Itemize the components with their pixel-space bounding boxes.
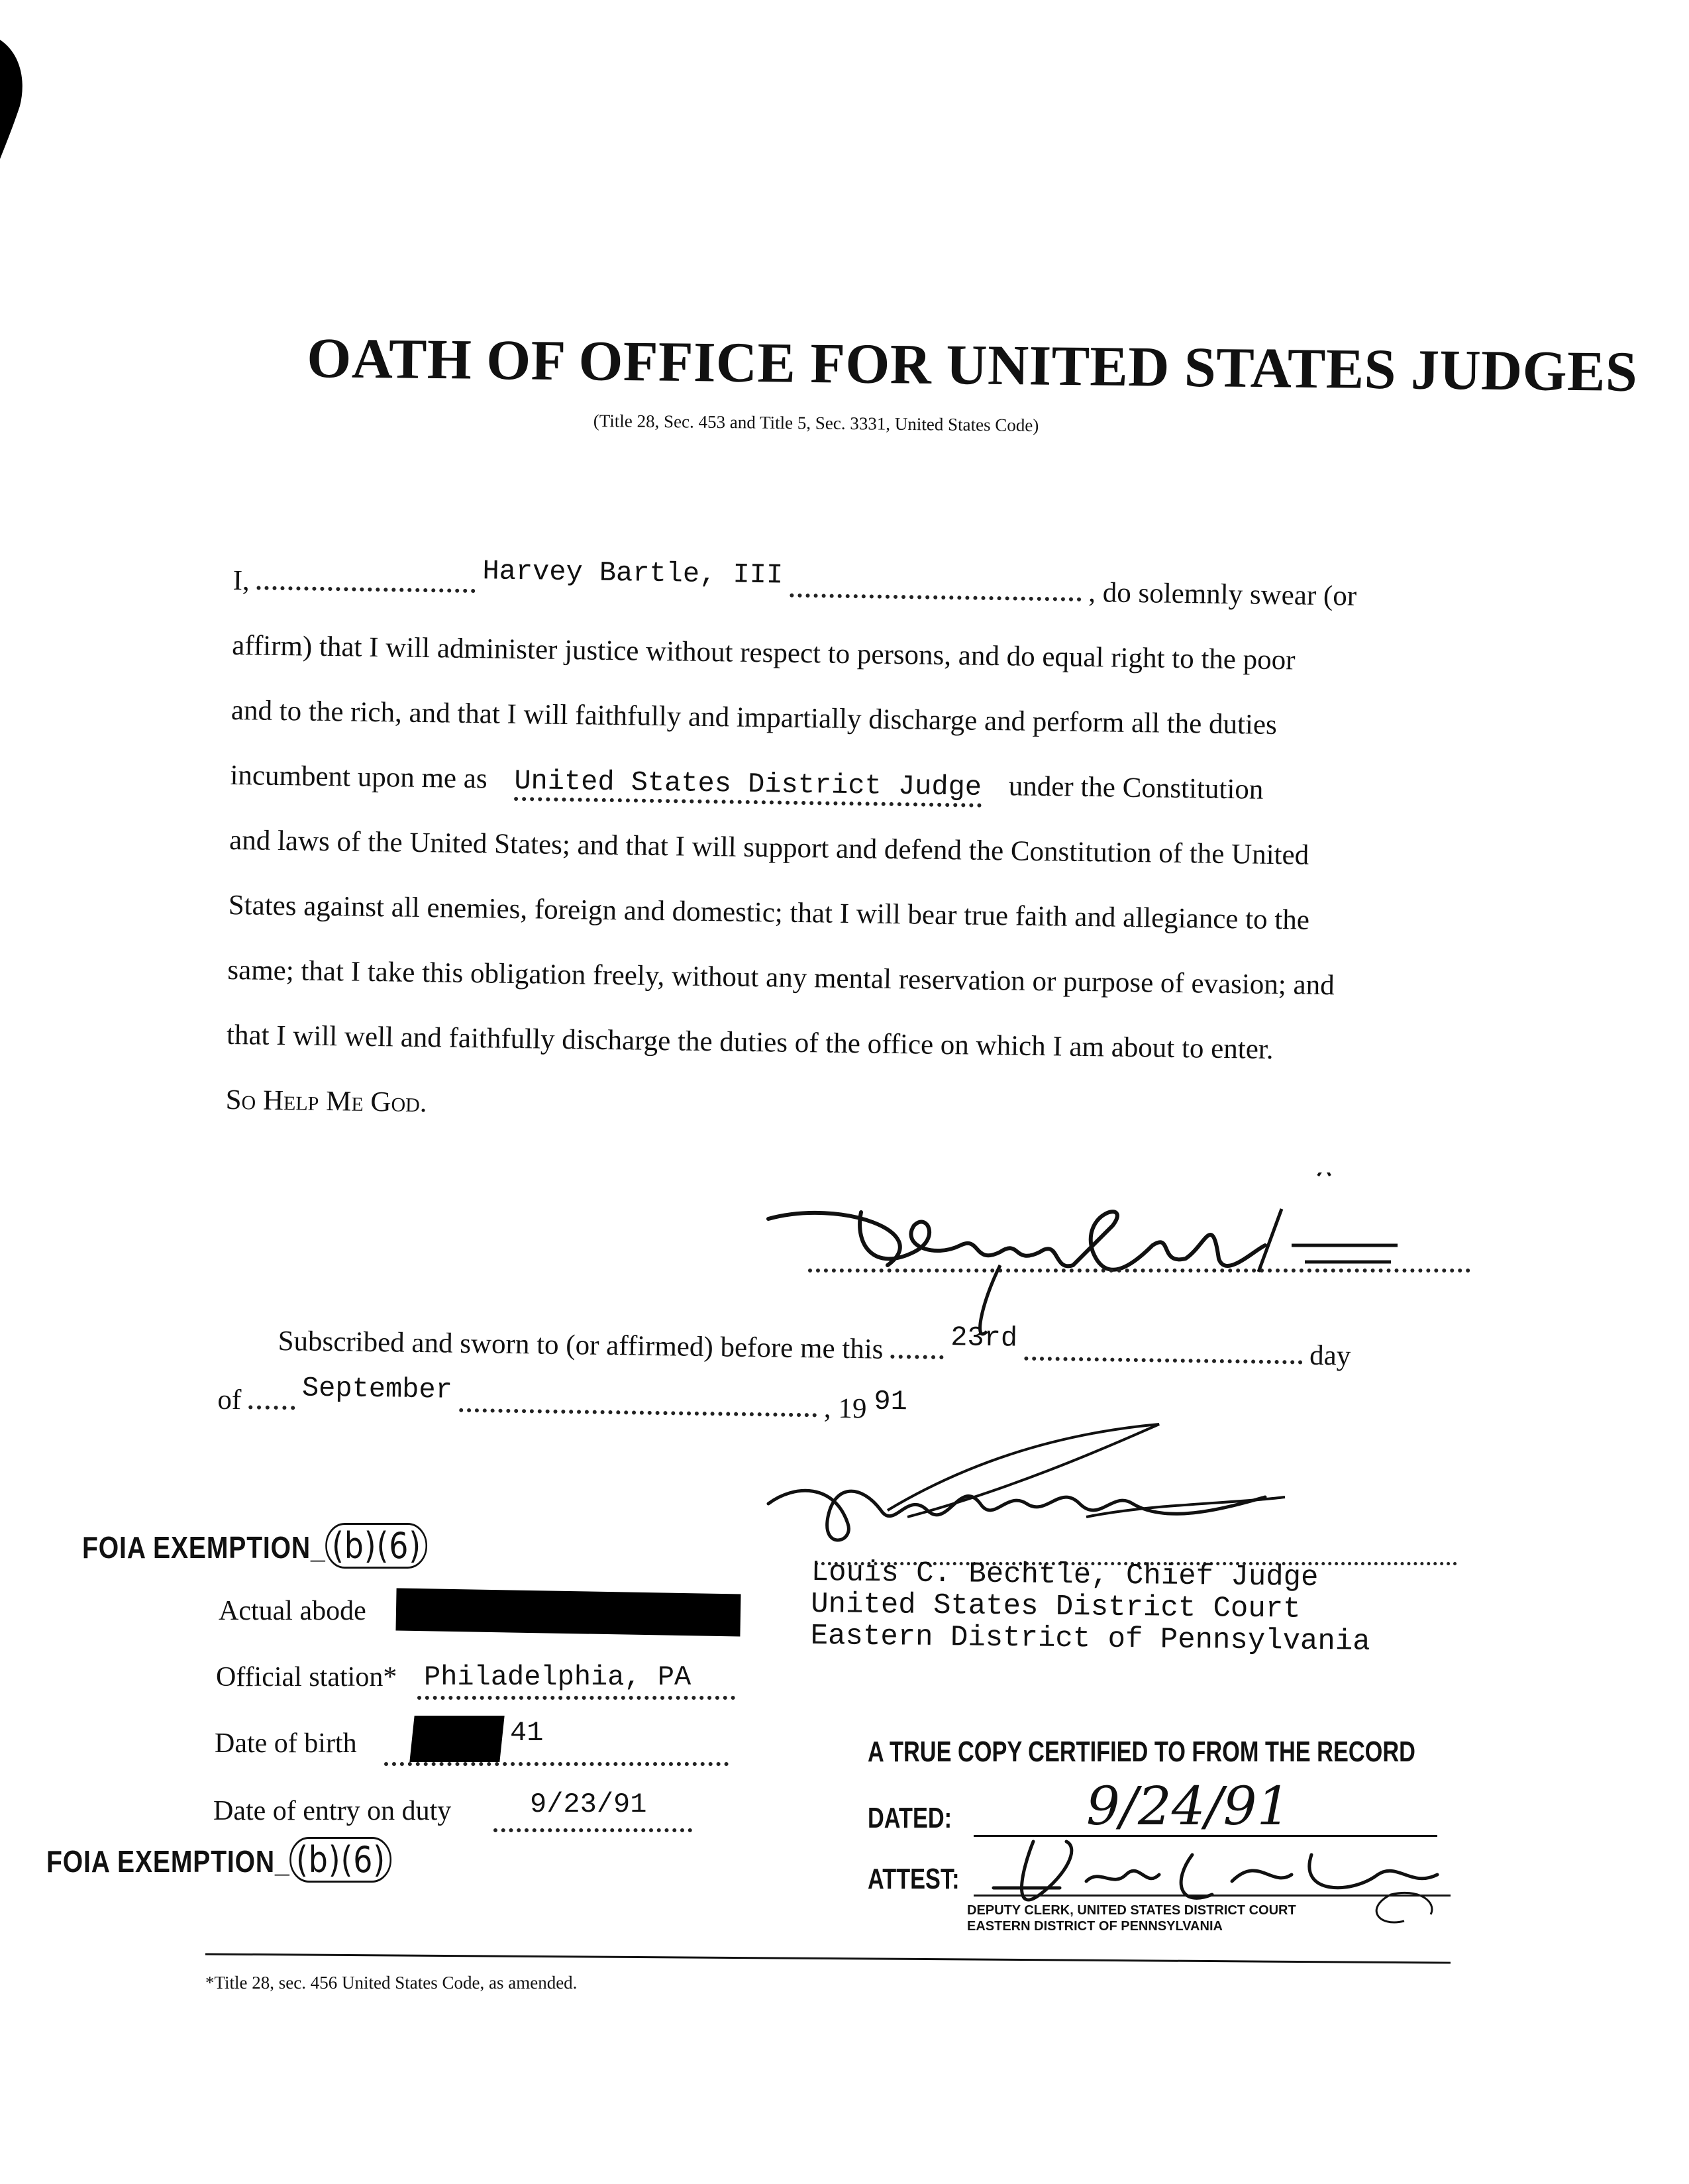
official-block xyxy=(810,1557,1370,1658)
entry-label: Date of entry on duty xyxy=(213,1796,452,1826)
sworn-year: 91 xyxy=(874,1385,908,1418)
oath-line-5: and laws of the United States; and that I will support and defend the Constitution of the United xyxy=(229,824,1309,871)
dated-label: DATED: xyxy=(868,1802,952,1834)
official-court: United States District Court xyxy=(810,1587,1301,1626)
judge-name: Harvey Bartle, III xyxy=(482,555,784,592)
foia-exemption-1: FOIA EXEMPTION_ (b)(6) xyxy=(82,1525,427,1567)
deputy-clerk-caption: DEPUTY CLERK, UNITED STATES DISTRICT COURT EASTERN DISTRICT OF PENNSYLVANIA xyxy=(967,1903,1296,1934)
foia-code-1: (b)(6) xyxy=(326,1523,428,1569)
station-label: Official station* xyxy=(216,1662,397,1692)
sworn-block: Subscribed and sworn to (or affirmed) before me this 23rd day of September , 19 91 xyxy=(217,1322,1351,1425)
official-name: Louis C. Bechtle, Chief Judge xyxy=(811,1556,1319,1595)
document-title: OATH OF OFFICE FOR UNITED STATES JUDGES xyxy=(306,325,1638,404)
dated-value: 9/24/91 xyxy=(1086,1775,1291,1837)
official-district: Eastern District of Pennsylvania xyxy=(810,1619,1370,1659)
abode-label: Actual abode xyxy=(219,1596,366,1626)
oath-line-6: States against all enemies, foreign and domestic; that I will bear true faith and allegiance to the xyxy=(228,889,1310,936)
oath-line-4: incumbent upon me as United States District Judge under the Constitution xyxy=(230,759,1489,842)
dob-label: Date of birth xyxy=(215,1728,357,1759)
sworn-month: September xyxy=(301,1372,453,1406)
dob-value: 41 xyxy=(510,1717,544,1749)
footnote: *Title 28, sec. 456 United States Code, as amended. xyxy=(205,1973,578,1993)
foia-exemption-2: FOIA EXEMPTION_ (b)(6) xyxy=(46,1839,391,1881)
sworn-day: 23rd xyxy=(950,1322,1018,1355)
entry-value: 9/23/91 xyxy=(530,1789,647,1820)
position-title: United States District Judge xyxy=(514,765,982,807)
signature-line xyxy=(808,1269,1470,1273)
document-subtitle: (Title 28, Sec. 453 and Title 5, Sec. 3331, United States Code) xyxy=(593,411,1039,436)
oath-closing: So Help Me God. xyxy=(225,1084,427,1119)
attest-label: ATTEST: xyxy=(868,1863,960,1895)
oath-line-7: same; that I take this obligation freely, without any mental reservation or purpose of evasion; and xyxy=(227,954,1335,1002)
certification-stamp xyxy=(868,1736,1415,1769)
station-value: Philadelphia, PA xyxy=(424,1661,691,1693)
abode-redaction xyxy=(395,1588,741,1636)
oath-line-8: that I will well and faithfully discharge the duties of the office on which I am about to enter. xyxy=(226,1019,1274,1065)
cert-header: A TRUE COPY CERTIFIED TO FROM THE RECORD xyxy=(868,1736,1415,1768)
oath-text xyxy=(225,555,1492,1166)
oath-line-1: I, Harvey Bartle, III , do solemnly swear (or xyxy=(232,555,1357,612)
footnote-rule xyxy=(205,1953,1451,1963)
oath-line-3: and to the rich, and that I will faithfully and impartially discharge and perform all the duties xyxy=(230,694,1278,741)
dob-redaction xyxy=(409,1716,504,1762)
scan-artifact xyxy=(0,40,26,159)
oath-line-2: affirm) that I will administer justice without respect to persons, and do equal right to the poor xyxy=(231,629,1296,676)
judge-signature xyxy=(762,1172,1424,1345)
foia-code-2: (b)(6) xyxy=(290,1837,392,1883)
